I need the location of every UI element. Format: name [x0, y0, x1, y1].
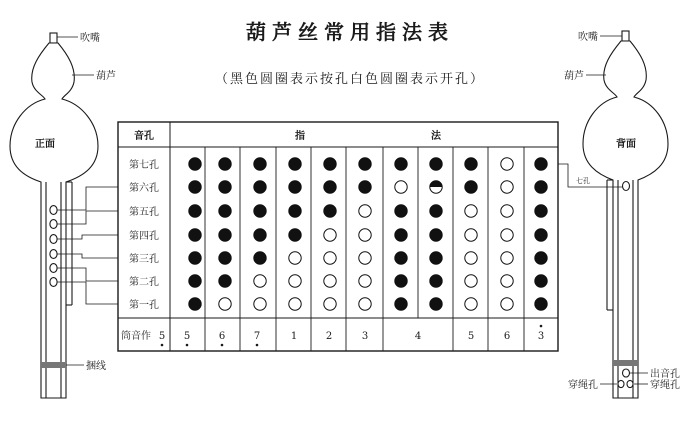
right-string-hole-right [627, 380, 633, 387]
hole-closed [254, 229, 266, 241]
hole-closed [324, 158, 336, 170]
left-mouthpiece [50, 33, 57, 43]
hole-closed [219, 158, 231, 170]
left-finger-hole [50, 264, 57, 273]
sound-hole-label: 出音孔 [650, 369, 680, 380]
note-label: 2 [325, 331, 333, 342]
hole-open [254, 275, 266, 287]
string-hole-right-label: 穿绳孔 [650, 380, 680, 391]
left-mouthpiece-label: 吹嘴 [80, 33, 100, 44]
hole-closed [395, 205, 407, 217]
hole-open [465, 229, 477, 241]
seventh-hole-label: 七孔 [576, 177, 590, 185]
hole-closed [430, 229, 442, 241]
left-finger-hole [50, 220, 57, 229]
hole-open [465, 252, 477, 264]
row-label: 第三孔 [129, 254, 159, 265]
row-label: 第五孔 [129, 207, 159, 218]
hole-open [465, 205, 477, 217]
hole-closed [324, 181, 336, 193]
header-fingering-1: 指 [295, 131, 305, 142]
right-binding-band [613, 360, 638, 366]
hole-open [359, 229, 371, 241]
hole-open [359, 298, 371, 310]
hole-open [324, 252, 336, 264]
hole-open [359, 275, 371, 287]
octave-dot-below [256, 344, 259, 347]
hole-closed [189, 158, 201, 170]
row-label: 第一孔 [129, 300, 159, 311]
fingering-table [118, 122, 558, 351]
row-label: 第四孔 [129, 231, 159, 242]
hole-closed [219, 229, 231, 241]
hole-open [324, 275, 336, 287]
string-hole-left-label: 穿绳孔 [568, 380, 598, 391]
hole-open [324, 229, 336, 241]
hole-open [324, 298, 336, 310]
right-sound-hole [623, 369, 630, 377]
hole-closed [219, 275, 231, 287]
header-fingering-2: 法 [431, 131, 441, 142]
right-seventh-hole [623, 182, 630, 191]
hole-closed [219, 181, 231, 193]
note-label: 4 [414, 331, 422, 342]
hole-closed [430, 298, 442, 310]
hole-closed [254, 205, 266, 217]
hole-open [359, 252, 371, 264]
table-column-lines [205, 147, 524, 351]
hole-open [501, 205, 513, 217]
hole-closed [289, 181, 301, 193]
row-label: 第七孔 [129, 160, 159, 171]
hole-closed [430, 275, 442, 287]
left-finger-hole [50, 250, 57, 259]
footer-label-note: 5 [158, 331, 166, 342]
hole-closed [359, 181, 371, 193]
hole-closed [219, 205, 231, 217]
hole-closed [535, 181, 547, 193]
fingering-cells [189, 158, 547, 310]
note-label: 1 [290, 331, 298, 342]
note-label: 3 [361, 331, 369, 342]
right-mouthpiece-label: 吹嘴 [578, 32, 598, 43]
hole-open [501, 158, 513, 170]
right-face-label: 背面 [616, 139, 636, 150]
left-binding-label: 捆线 [86, 361, 106, 372]
chart-subtitle: （黑色圆圈表示按孔白色圆圈表示开孔） [214, 72, 485, 87]
hole-closed [430, 158, 442, 170]
left-gourd-label: 葫芦 [96, 71, 116, 82]
hole-closed [324, 205, 336, 217]
right-mouthpiece [622, 31, 629, 41]
hole-closed [395, 252, 407, 264]
hole-closed [535, 252, 547, 264]
note-label: 7 [253, 331, 261, 342]
hole-closed [535, 229, 547, 241]
hole-open [501, 181, 513, 193]
header-hole: 音孔 [134, 131, 154, 142]
note-row [184, 325, 544, 347]
right-instrument [583, 31, 668, 398]
hole-open [501, 275, 513, 287]
note-label: 6 [218, 331, 226, 342]
hole-open [254, 298, 266, 310]
hole-closed [395, 229, 407, 241]
hole-closed [254, 252, 266, 264]
row-label: 第二孔 [129, 277, 159, 288]
note-label: 5 [467, 331, 475, 342]
hole-open [395, 181, 407, 193]
hole-closed [189, 181, 201, 193]
hole-closed [289, 158, 301, 170]
hole-open [501, 229, 513, 241]
right-gourd-body [583, 41, 668, 398]
hole-closed [359, 158, 371, 170]
hole-open [359, 205, 371, 217]
hole-half-fill [430, 181, 442, 187]
left-finger-hole [50, 235, 57, 244]
left-finger-hole [50, 206, 57, 215]
left-face-label: 正面 [35, 139, 55, 150]
hole-closed [535, 158, 547, 170]
hole-open [219, 298, 231, 310]
left-binding-band [41, 362, 66, 368]
footer-label: 筒音作 [121, 331, 151, 342]
hole-open [465, 275, 477, 287]
left-instrument [10, 33, 98, 398]
hole-closed [254, 158, 266, 170]
hole-closed [254, 181, 266, 193]
hole-closed [535, 298, 547, 310]
right-gourd-label: 葫芦 [564, 71, 584, 82]
hole-closed [189, 298, 201, 310]
hole-closed [395, 158, 407, 170]
hole-closed [289, 205, 301, 217]
octave-dot-below [221, 344, 224, 347]
hole-closed [219, 252, 231, 264]
hole-closed [189, 275, 201, 287]
left-finger-hole [50, 278, 57, 287]
hole-closed [189, 205, 201, 217]
hole-closed [189, 252, 201, 264]
chart-title: 葫芦丝常用指法表 [246, 20, 454, 44]
hole-closed [395, 298, 407, 310]
hole-closed [189, 229, 201, 241]
octave-dot-below [186, 344, 189, 347]
hole-open [501, 298, 513, 310]
row-labels [129, 158, 159, 311]
note-label: 5 [183, 331, 191, 342]
hole-closed [535, 275, 547, 287]
footer-label-note-dot [161, 344, 164, 347]
hole-closed [430, 252, 442, 264]
hole-open [465, 298, 477, 310]
hole-open [289, 275, 301, 287]
hole-closed [395, 275, 407, 287]
hole-open [501, 252, 513, 264]
hole-closed [430, 205, 442, 217]
hole-open [289, 252, 301, 264]
row-label: 第六孔 [129, 183, 159, 194]
hole-closed [535, 205, 547, 217]
octave-dot-above [540, 325, 543, 328]
right-string-hole-left [618, 380, 624, 387]
hole-open [289, 298, 301, 310]
hole-closed [465, 181, 477, 193]
note-label: 3 [537, 331, 545, 342]
hole-closed [289, 229, 301, 241]
hole-closed [465, 158, 477, 170]
note-label: 6 [503, 331, 511, 342]
table-border [118, 122, 558, 351]
